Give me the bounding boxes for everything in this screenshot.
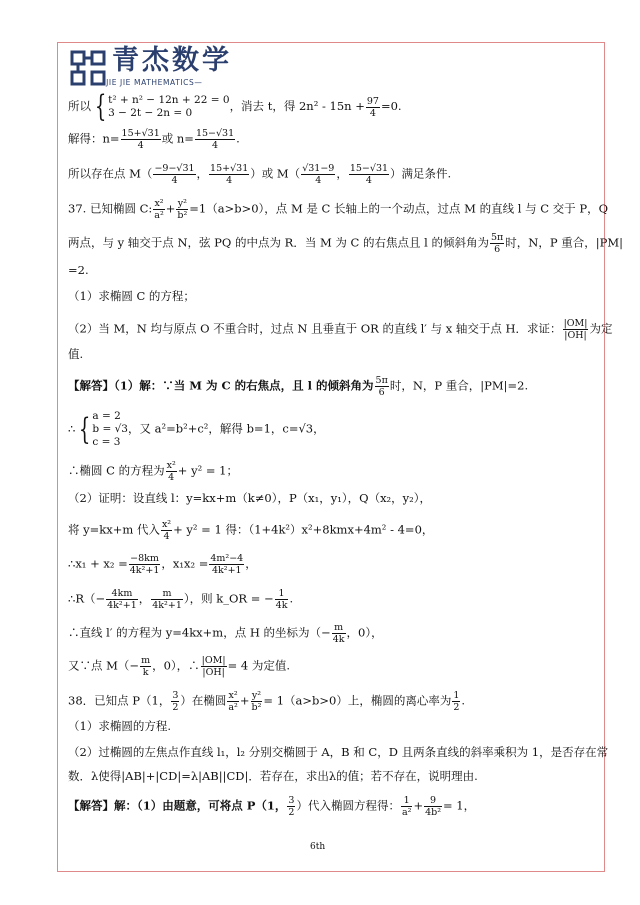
q37-part-2-end: 值. <box>68 347 84 361</box>
a37-line-5: 将 y=kx+m 代入 $\frac{\text{x²}}{4}$ + y² = 1 得：（1+4k²）x²+8kmx+4m² - 4=0， <box>68 519 434 542</box>
logo <box>68 45 232 90</box>
q38-stem: 38．已知点 P（1， $\frac{3}{2}$ ）在椭圆 $\frac{\text{x²}}{\text{a²}}$ + $\frac{\text{y²}}{\text{b²}}$ = 1（a>b>0）上，椭圆的离心率为 $\frac{1}{2}$ . <box>68 690 466 713</box>
a37-line-1: 【解答】（1）解：∵当 M 为 C 的右焦点，且 l 的倾斜角为 $\frac{5\pi}{6}$ 时，N，P 重合，|PM|=2. <box>68 375 529 398</box>
q37-stem-2: 两点，与 y 轴交于点 N，弦 PQ 的中点为 R．当 M 为 C 的右焦点且 l 的倾斜角为 $\frac{5\pi}{6}$ 时，N，P 重合，|PM| <box>68 232 624 255</box>
a37-line-8: ∴直线 l′ 的方程为 y=4kx+m，点 H 的坐标为（− $\frac{m}{4k}$ ，0）， <box>68 622 383 645</box>
q38-part-2b: 数．λ使得|AB|+|CD|=λ|AB||CD|．若存在，求出λ的值；若不存在，说明理由. <box>68 769 478 783</box>
line-3: 所以存在点 M（ $\frac{-9-√31}{4}$ ， $\frac{15+√31}{4}$ ）或 M（ $\frac{√31-9}{4}$ ， $\frac{15-√31}{4}$ ）满足条件. <box>68 163 452 186</box>
q37-part-1: （1）求椭圆 C 的方程； <box>68 289 195 303</box>
q37-stem-3: =2. <box>68 263 89 277</box>
q37-stem: 37. 已知椭圆 C: $\frac{\text{x²}}{\text{a²}}$ + $\frac{\text{y²}}{\text{b²}}$ =1（a>b>0），点 M 是 C 长轴上的一个动点，过点 M 的直线 l 与 C 交于 P，Q <box>68 198 609 221</box>
a37-line-7: ∴R（− $\frac{4km}{\text{4k²+1}}$ ， $\frac{m}{\text{4k²+1}}$ ），则 k_OR = − $\frac{1}{4k}$ . <box>68 588 294 611</box>
a37-line-2: ∴ { a = 2 b = √3 c = 3，又 a²=b²+c²，解得 b=1，c=√3， <box>68 410 325 448</box>
q37-part-2: （2）当 M，N 均与原点 O 不重合时，过点 N 且垂直于 OR 的直线 l′ 与 x 轴交于点 H．求证： $\frac{|OM|}{|OH|}$ 为定 <box>68 318 613 341</box>
logo-brand-cn: 青杰数学 <box>112 45 232 76</box>
a37-line-9: 又∵点 M（− $\frac{m}{k}$ ，0），∴ $\frac{|OM|}{|OH|}$ = 4 为定值. <box>68 655 291 678</box>
line-2: 解得：n= $\frac{15+√31}{4}$ 或 n= $\frac{15-√31}{4}$ . <box>68 128 240 151</box>
a37-line-6: ∴x₁ + x₂ = $\frac{-8km}{\text{4k²+1}}$ ，x₁x₂ = $\frac{\text{4m²−4}}{\text{4k²+1}}$ ， <box>68 553 257 576</box>
line-1: 所以 { t² + n² − 12n + 22 = 0 3 − 2t − 2n = 0 ，消去 t，得 2n² - 15n + $\frac{97}{4}$ =0. <box>68 89 402 124</box>
a37-line-4: （2）证明：设直线 l：y=kx+m（k≠0），P（x₁，y₁），Q（x₂，y₂）， <box>68 491 432 505</box>
q38-part-2: （2）过椭圆的左焦点作直线 l₁，l₂ 分别交椭圆于 A，B 和 C，D 且两条直线的斜率乘积为 1，是否存在常 <box>68 745 609 759</box>
q38-part-1: （1）求椭圆的方程. <box>68 719 171 733</box>
logo-brand-en: —JIE JIE MATHEMATICS— <box>98 78 203 87</box>
a37-line-3: ∴椭圆 C 的方程为 $\frac{\text{x²}}{4}$ + y² = 1； <box>68 460 238 483</box>
a38-line-1: 【解答】解：（1）由题意，可将点 P（1， $\frac{3}{2}$ ）代入椭圆方程得： $\frac{1}{\text{a²}}$ + $\frac{9}{\text{4b²}}$ = 1， <box>68 795 476 818</box>
page-number: 6th <box>310 842 326 852</box>
